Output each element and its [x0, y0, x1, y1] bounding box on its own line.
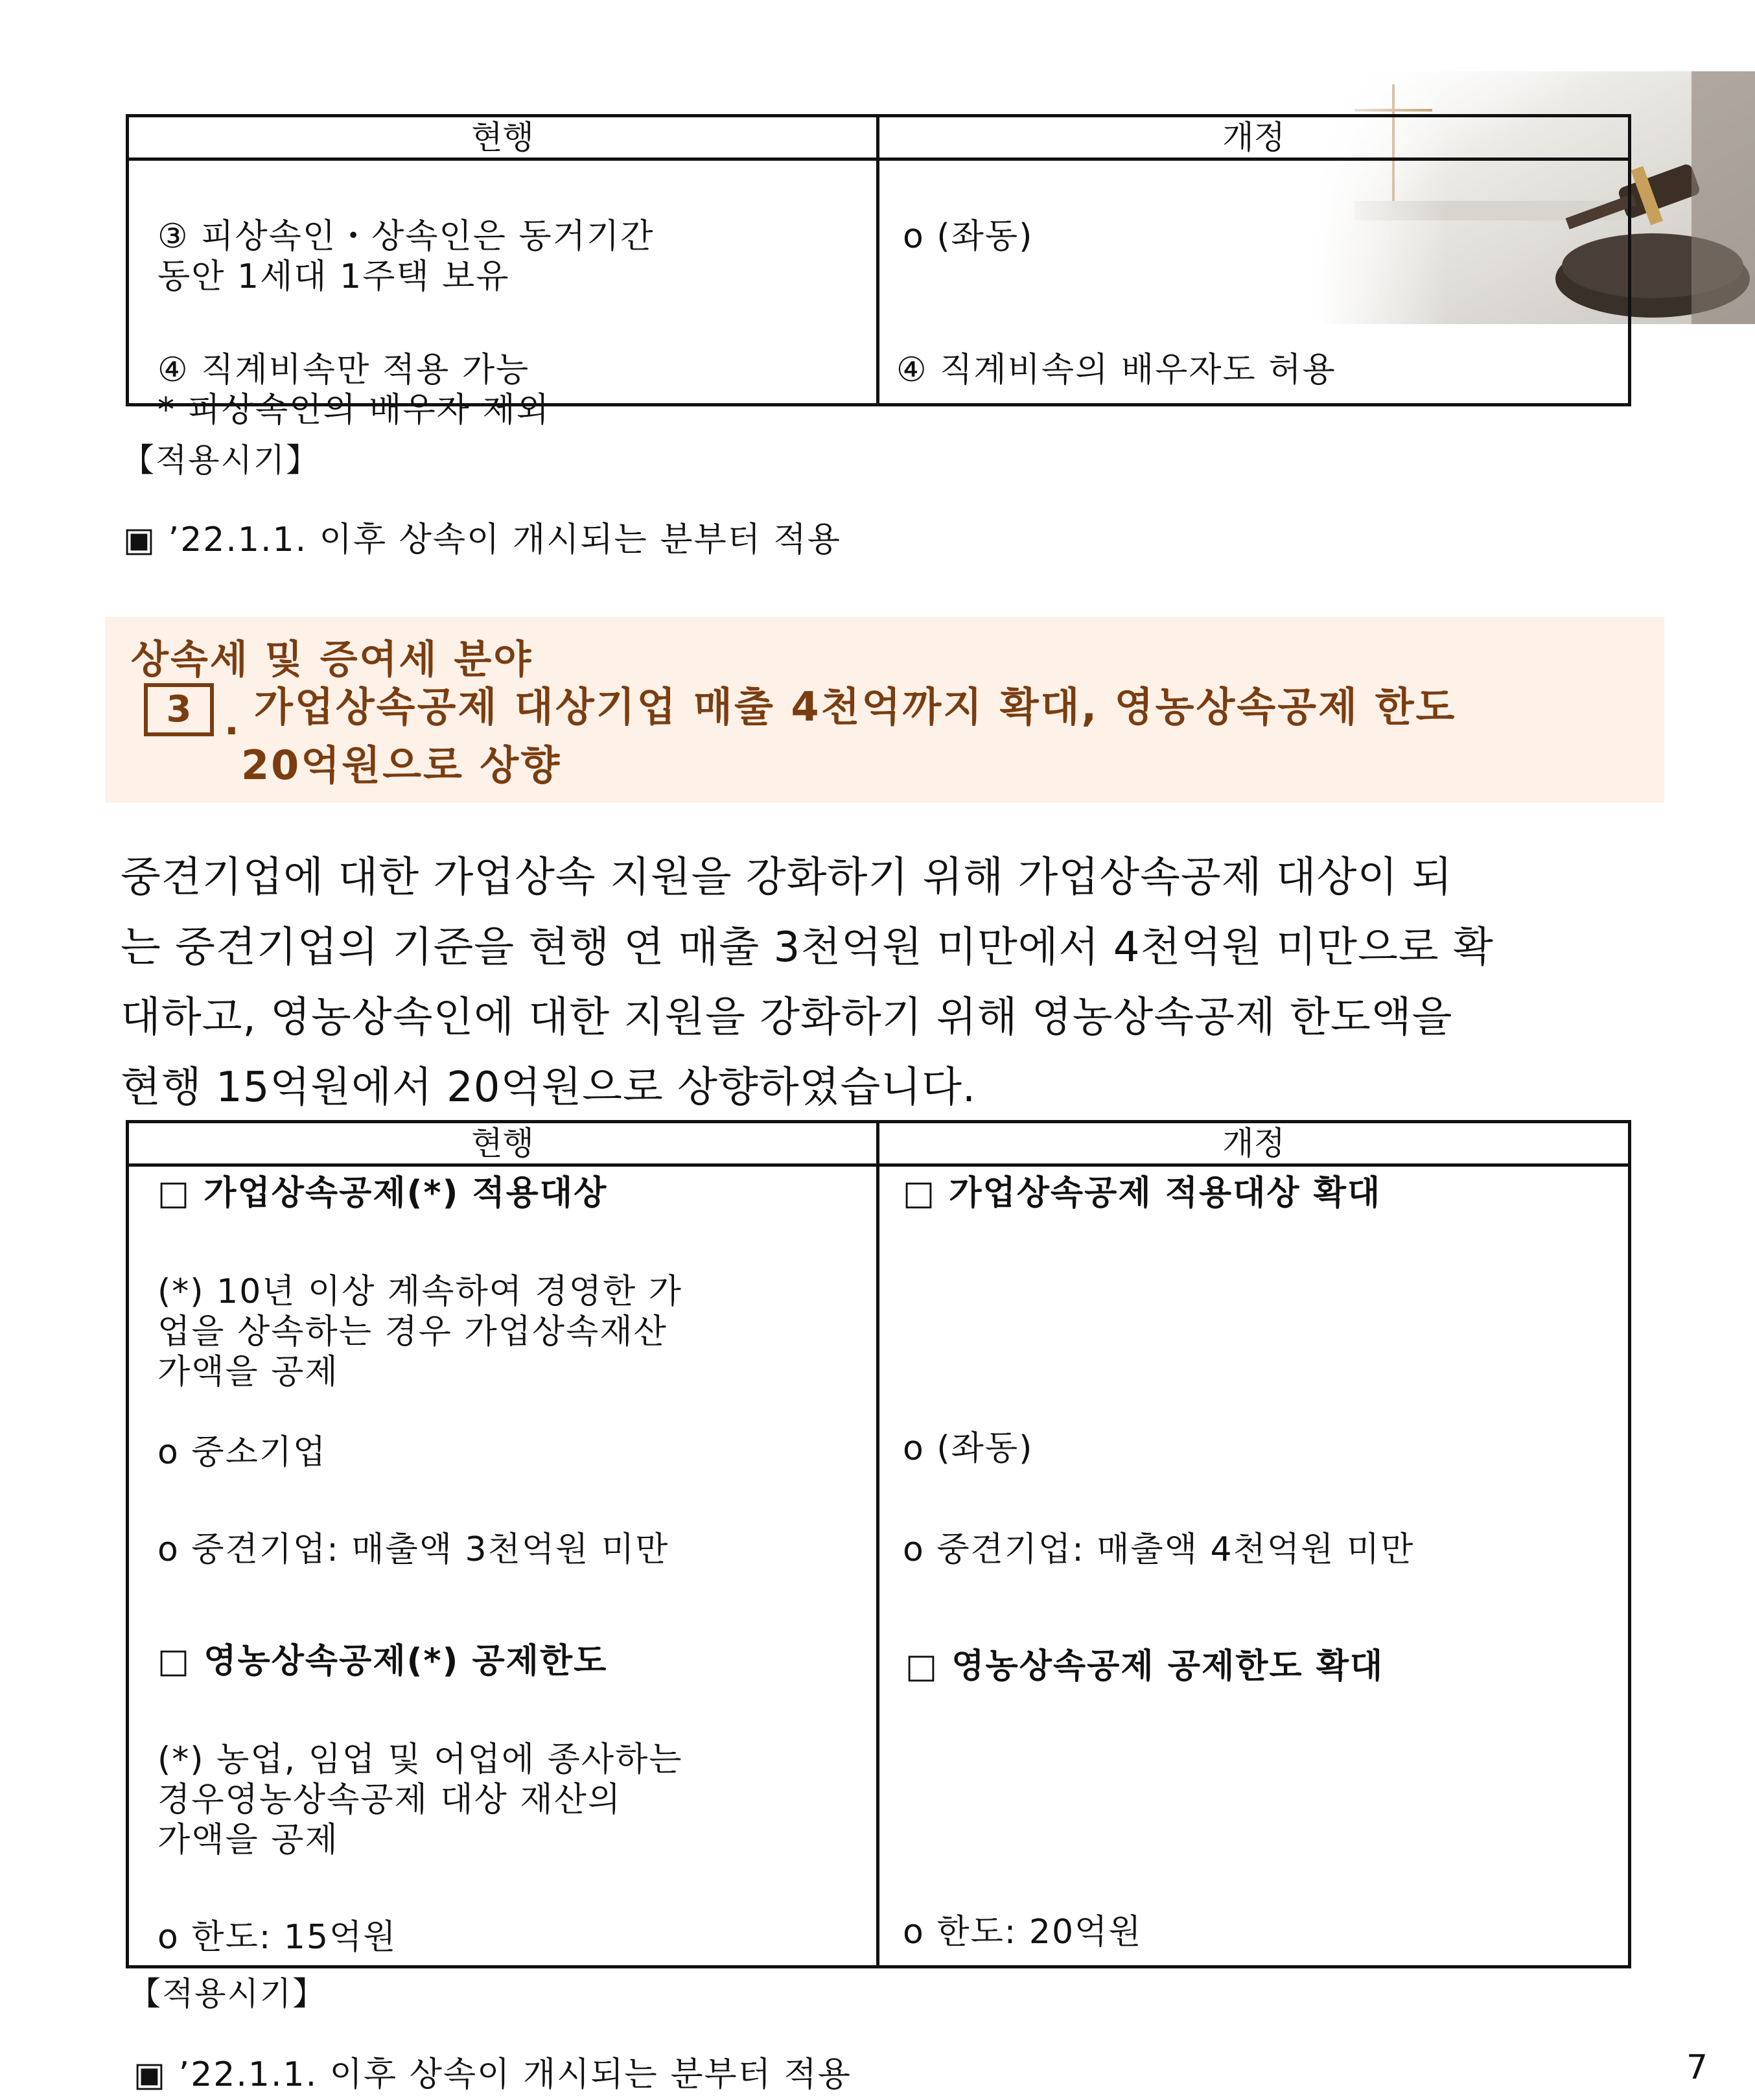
body-line: 현행 15억원에서 20억원으로 상향하였습니다. [121, 1064, 977, 1112]
apply-period-label-1: 【적용시기】 [122, 441, 320, 479]
current-limit: o 한도: 15억원 [157, 1918, 397, 1957]
body-paragraph [121, 843, 1624, 1123]
revised-sme: o (좌동) [903, 1429, 1034, 1468]
apply-period-text-1: ▣ ’22.1.1. 이후 상속이 개시되는 분부터 적용 [123, 520, 842, 559]
revised-item-4: ④ 직계비속의 배우자도 허용 [896, 351, 1336, 390]
current-item-4: ④ 직계비속만 적용 가능 * 피상속인의 배우자 제외 [157, 351, 550, 430]
current-heading-farming: □ 영농상속공제(*) 공제한도 [157, 1642, 608, 1681]
body-line: 대하고, 영농상속인에 대한 지원을 강화하기 위해 영농상속공제 한도액을 [121, 994, 1453, 1042]
comparison-table-2 [126, 1120, 1631, 1968]
header-current: 현행 [128, 116, 878, 159]
revised-midsize: o 중견기업: 매출액 4천억원 미만 [903, 1530, 1415, 1569]
revised-heading-farming: □ 영농상속공제 공제한도 확대 [905, 1647, 1384, 1686]
current-note-farming: (*) 농업, 임업 및 어업에 종사하는 경우영농상속공제 대상 재산의 가액을 공제 [157, 1740, 683, 1860]
section-title [241, 678, 1647, 795]
revised-heading-family-business: □ 가업상속공제 적용대상 확대 [903, 1174, 1382, 1213]
current-sme: o 중소기업 [157, 1433, 327, 1472]
current-item-3: ③ 피상속인・상속인은 동거기간 동안 1세대 1주택 보유 [157, 217, 655, 296]
section-number: 3 [144, 683, 214, 736]
apply-period-label-2: 【적용시기】 [128, 1975, 327, 2012]
section-dot: . [224, 699, 239, 744]
header-current: 현행 [128, 1122, 878, 1165]
body-line: 중견기업에 대한 가업상속 지원을 강화하기 위해 가업상속공제 대상이 되 [121, 854, 1453, 902]
current-midsize: o 중견기업: 매출액 3천억원 미만 [157, 1530, 669, 1569]
section-category: 상속세 및 증여세 분야 [131, 637, 533, 682]
revised-limit: o 한도: 20억원 [903, 1913, 1143, 1952]
section-title-line2: 20억원으로 상향 [241, 741, 562, 789]
header-revised: 개정 [878, 116, 1630, 159]
page-number: 7 [1686, 2048, 1708, 2087]
section-title-line1: 가업상속공제 대상기업 매출 4천억까지 확대, 영농상속공제 한도 [254, 683, 1457, 730]
current-note-family-business: (*) 10년 이상 계속하여 경영한 가 업을 상속하는 경우 가업상속재산 가액을 공제 [157, 1272, 682, 1392]
header-revised: 개정 [878, 1122, 1630, 1165]
apply-period-text-2: ▣ ’22.1.1. 이후 상속이 개시되는 분부터 적용 [134, 2055, 852, 2094]
body-line: 는 중견기업의 기준을 현행 연 매출 3천억원 미만에서 4천억원 미만으로 확 [121, 924, 1494, 972]
comparison-table-1 [126, 114, 1631, 430]
current-heading-family-business: □ 가업상속공제(*) 적용대상 [157, 1174, 608, 1213]
revised-item-3: o (좌동) [903, 217, 1034, 256]
